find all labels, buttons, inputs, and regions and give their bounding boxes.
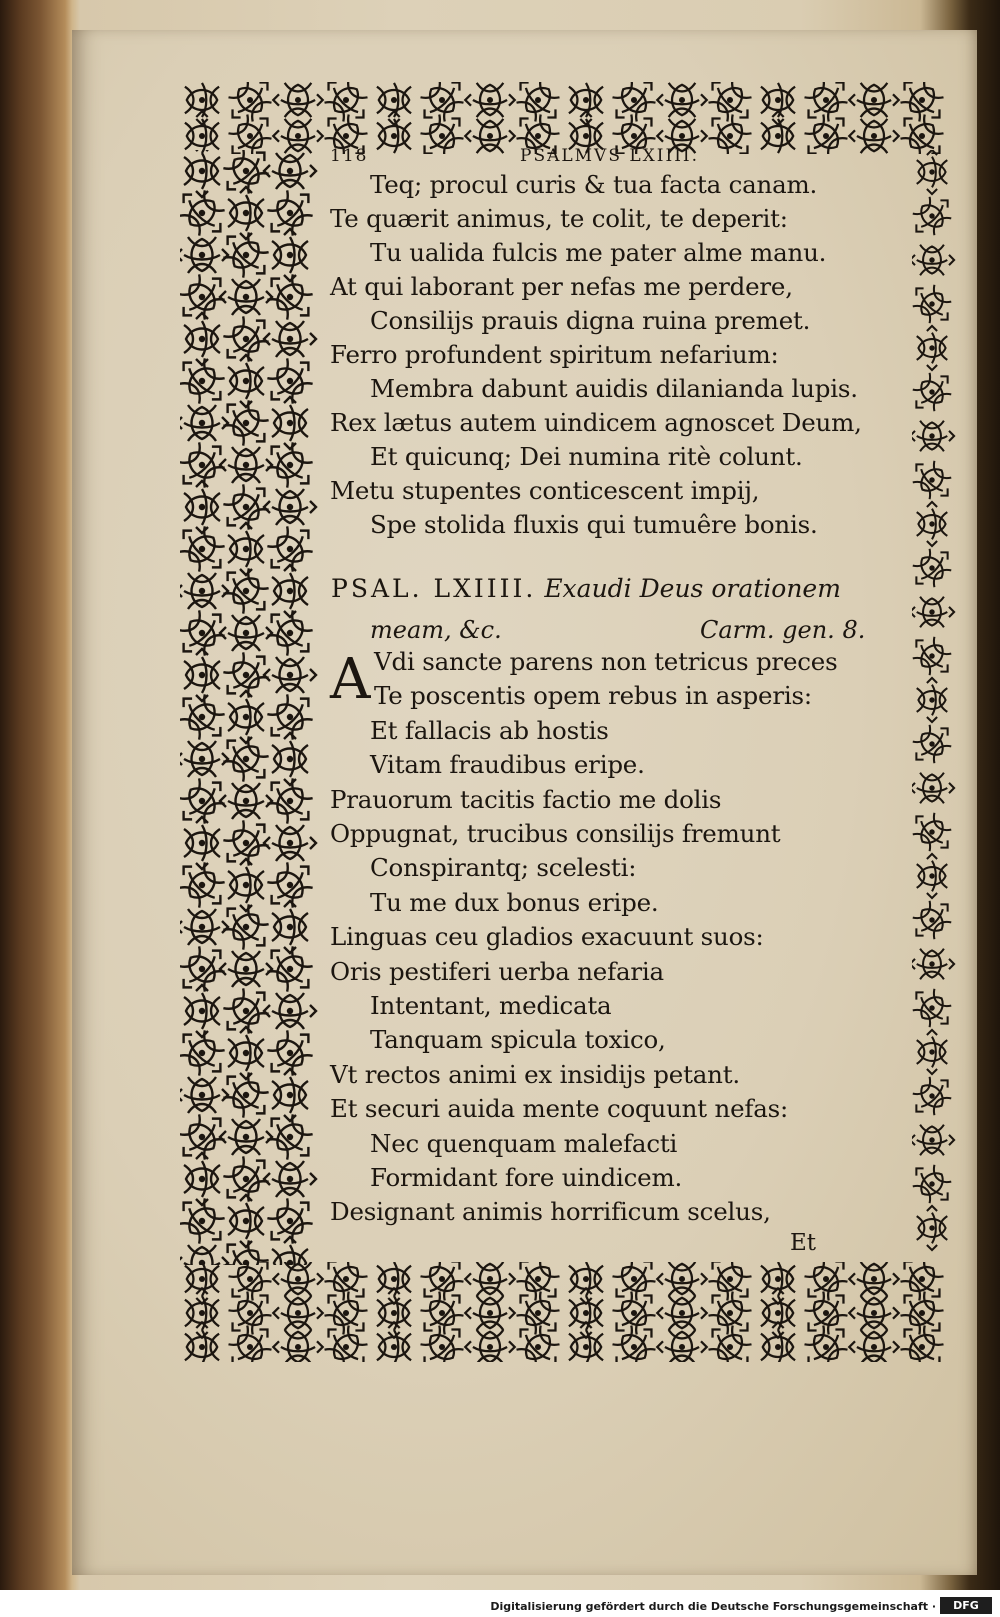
digitization-credit: Digitalisierung gefördert durch die Deutsche Forschungsgemeinschaft ·	[490, 1600, 936, 1613]
verse-line: Prauorum tacitis factio me dolis	[330, 784, 722, 814]
psalm-meter: Carm. gen. 8.	[700, 616, 866, 644]
verse-line: Conspirantq; scelesti:	[370, 853, 637, 883]
verse-line: Nec quenquam malefacti	[370, 1128, 678, 1158]
verse-line: Tu ualida fulcis me pater alme manu.	[370, 238, 827, 267]
page-number: 118	[330, 146, 369, 166]
verse-line: Metu stupentes conticescent impij,	[330, 476, 760, 505]
running-title: PSALMVS LXIIII.	[520, 146, 700, 166]
psalm-label: PSAL. LXIIII.	[331, 574, 537, 603]
verse-line: Consilijs prauis digna ruina premet.	[370, 306, 811, 335]
verse-line: Vdi sancte parens non tetricus preces	[374, 647, 838, 676]
verse-line: Vitam fraudibus eripe.	[370, 750, 645, 780]
psalm-incipit-continued: meam, &c.	[370, 616, 502, 644]
verse-line: Oris pestiferi uerba nefaria	[330, 956, 664, 986]
verse-line: Spe stolida fluxis qui tumuêre bonis.	[370, 510, 818, 539]
catchword: Et	[790, 1230, 817, 1256]
initial-letter: A	[330, 647, 371, 712]
verse-line: Vt rectos animi ex insidijs petant.	[330, 1059, 740, 1089]
verse-line: At qui laborant per nefas me perdere,	[330, 272, 793, 301]
verse-line: Rex lætus autem uindicem agnoscet Deum,	[330, 408, 862, 437]
verse-line: Linguas ceu gladios exacuunt suos:	[330, 922, 764, 952]
verse-line: Et fallacis ab hostis	[370, 715, 609, 745]
verse-line: Tanquam spicula toxico,	[370, 1025, 666, 1055]
verse-line: Formidant fore uindicem.	[370, 1163, 683, 1192]
verse-line: Teq; procul curis & tua facta canam.	[370, 170, 818, 199]
verse-line: Tu me dux bonus eripe.	[370, 887, 659, 917]
psalm-incipit: Exaudi Deus orationem	[544, 574, 841, 603]
verse-line: Te poscentis opem rebus in asperis:	[374, 681, 812, 711]
dfg-logo: DFG	[940, 1597, 992, 1614]
psalm-heading	[331, 574, 841, 603]
verse-line: Ferro profundent spiritum nefarium:	[330, 340, 779, 369]
verse-line: Te quærit animus, te colit, te deperit:	[330, 204, 788, 233]
verse-line: Membra dabunt auidis dilanianda lupis.	[370, 374, 858, 403]
verse-line: Oppugnat, trucibus consilijs fremunt	[330, 819, 781, 848]
verse-line: Intentant, medicata	[370, 991, 612, 1020]
verse-line: Et securi auida mente coquunt nefas:	[330, 1094, 789, 1124]
verse-line: Et quicunq; Dei numina ritè colunt.	[370, 442, 803, 471]
verse-line: Designant animis horrificum scelus,	[330, 1197, 771, 1227]
